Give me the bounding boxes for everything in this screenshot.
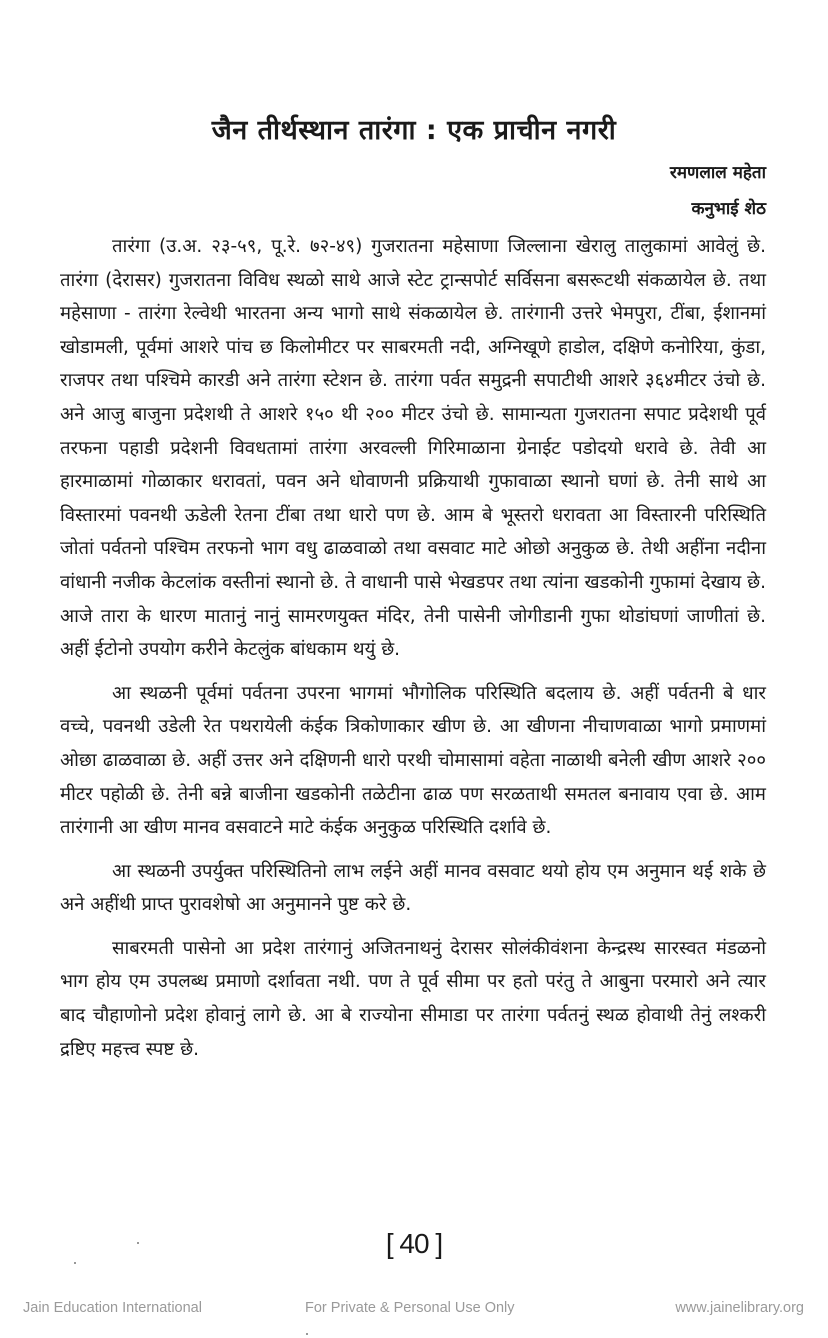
footer-website-link[interactable]: www.jainelibrary.org bbox=[675, 1300, 804, 1316]
paragraph: तारंगा (उ.अ. २३-५९, पू.रे. ७२-४९) गुजरातना महेसाणा जिल्लाना खेरालु तालुकामां आवेलुं छे. तारंगा (देरासर) गुजरातना विविध स्थळो साथे आजे स्टेट ट्रान्सपोर्ट सर्विसना बसरूटथी संकळायेल छे. तथा महेसाणा - तारंगा रेल्वेथी भारतना अन्य भागो साथे संकळायेल छे. तारंगानी उत्तरे भेमपुरा, टींबा, ईशानमां खोडामली, पूर्वमां आशरे पांच छ किलोमीटर पर साबरमती नदी, अग्निखूणे हाडोल, दक्षिणे कनोरिया, कुंडा, राजपर तथा पश्चिमे कारडी अने तारंगा स्टेशन छे. तारंगा पर्वत समुद्रनी सपाटीथी आशरे ३६४मीटर उंचो छे. अने आजु बाजुना प्रदेशथी ते आशरे १५० थी २०० मीटर उंचो छे. सामान्यता गुजरातना सपाट प्रदेशथी पूर्व तरफना पहाडी प्रदेशनी विवधतामां तारंगा अरवल्ली गिरिमाळाना ग्रेनाईट पडोदयो धरावे छे. तेवी आ हारमाळामां गोळाकार धरावतां, पवन अने धोवाणनी प्रक्रियाथी गुफावाळा स्थानो घणां छे. तेनी साथे आ विस्तारमां पवनथी ऊडेली रेतना टींबा तथा धारो पण छे. आम बे भूस्तरो धरावता आ विस्तारनी परिस्थिति जोतां पर्वतनो पश्चिम तरफनो भाग वधु ढाळवाळो तथा वसवाट माटे ओछो अनुकुळ छे. तेथी अहींना नदीना वांधानी नजीक केटलांक वस्तीनां स्थानो छे. ते वाधानी पासे भेखडपर तथा त्यांना खडकोनी गुफामां देखाय छे. आजे तारा के धारण मातानुं नानुं सामरणयुक्त मंदिर, तेनी पासेनी जोगीडानी गुफा थोडांघणां जाणीतां छे. अहीं ईटोनो उपयोग करीने केटलुंक बांधकाम थयुं छे. bbox=[60, 236, 766, 661]
author-name: रमणलाल महेता bbox=[669, 163, 766, 183]
paragraph: आ स्थळनी उपर्युक्त परिस्थितिनो लाभ लईने अहीं मानव वसवाट थयो होय एम अनुमान थई शके छे अने अहींथी प्राप्त पुरावशेषो आ अनुमानने पुष्ट करे छे. bbox=[60, 860, 766, 916]
article-body bbox=[60, 230, 766, 1076]
author-name: कनुभाई शेठ bbox=[691, 199, 766, 219]
scan-speck bbox=[74, 1262, 76, 1264]
page-number: [ 40 ] bbox=[385, 1228, 443, 1259]
footer-usage-note: For Private & Personal Use Only bbox=[305, 1300, 515, 1316]
page-title: जैन तीर्थस्थान तारंगा : एक प्राचीन नगरी bbox=[211, 115, 617, 146]
scan-speck bbox=[137, 1242, 139, 1244]
paragraph: साबरमती पासेनो आ प्रदेश तारंगानुं अजितनाथनुं देरासर सोलंकीवंशना केन्द्रस्थ सारस्वत मंडळनो भाग होय एम उपलब्ध प्रमाणो दर्शावता नथी. पण ते पूर्व सीमा पर हतो परंतु ते आबुना परमारो अने त्यार बाद चौहाणोनो प्रदेश होवानुं लागे छे. आ बे राज्योना सीमाडा पर तारंगा पर्वतनुं स्थळ होवाथी तेनुं लश्करी द्रष्टिए महत्त्व स्पष्ट छे. bbox=[60, 937, 766, 1060]
scan-speck bbox=[306, 1333, 308, 1335]
footer-publisher: Jain Education International bbox=[23, 1300, 202, 1316]
paragraph: आ स्थळनी पूर्वमां पर्वतना उपरना भागमां भौगोलिक परिस्थिति बदलाय छे. अहीं पर्वतनी बे धार वच्चे, पवनथी उडेली रेत पथरायेली कंईक त्रिकोणाकार खीण छे. आ खीणना नीचाणवाळा भागो प्रमाणमां ओछा ढाळवाळा छे. अहीं उत्तर अने दक्षिणनी धारो परथी चोमासामां वहेता नाळाथी बनेली खीण आशरे २०० मीटर पहोळी छे. तेनी बन्ने बाजीना खडकोनी तळेटीना ढाळ पण सरळताथी समतल बनावाय एवा छे. आम तारंगानी आ खीण मानव वसवाटने माटे कंईक अनुकुळ परिस्थिति दर्शावे छे. bbox=[60, 682, 766, 839]
